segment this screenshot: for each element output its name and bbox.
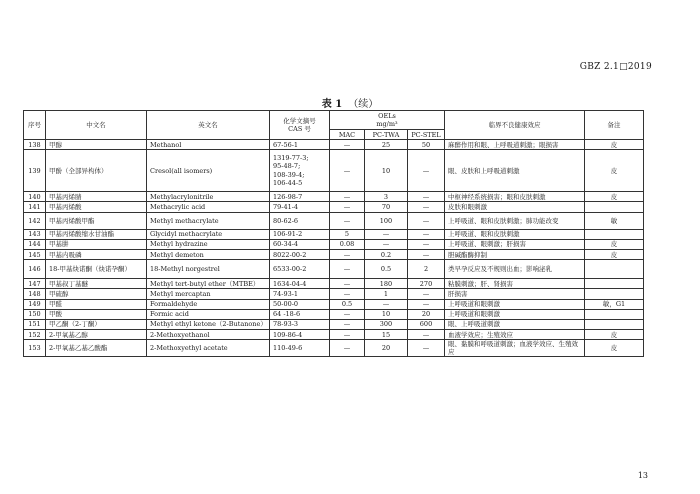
cell-cn-name: 18-甲基炔诺酮（炔诺孕酮） <box>46 260 147 279</box>
cell-effect: 胆碱酯酶抑制 <box>445 249 585 259</box>
table-row <box>24 212 644 229</box>
cell-no: 143 <box>24 229 46 239</box>
cell-mac: — <box>330 340 365 357</box>
cell-remark: 皮 <box>585 330 644 340</box>
cell-pc-stel: — <box>408 192 445 202</box>
cell-effect: 上呼吸道、眼刺激；肝损害 <box>445 239 585 249</box>
table-body <box>24 140 644 357</box>
cell-en-name: Methyl demeton <box>147 249 270 259</box>
col-header-oels-unit: mg/m³ <box>376 120 398 128</box>
cell-remark: 皮 <box>585 192 644 202</box>
col-header-en-name: 英文名 <box>147 111 270 140</box>
cell-effect: 上呼吸道、眼和皮肤刺激；肺功能改变 <box>445 212 585 229</box>
cell-pc-stel: — <box>408 150 445 192</box>
col-header-remark: 备注 <box>585 111 644 140</box>
cell-effect: 麻醉作用和眼、上呼吸道刺激；眼损害 <box>445 140 585 150</box>
cell-pc-stel: — <box>408 299 445 309</box>
cell-effect: 血液学效应；生殖效应 <box>445 330 585 340</box>
table-row <box>24 309 644 319</box>
cell-pc-twa: 180 <box>365 279 408 289</box>
cell-remark: 皮 <box>585 249 644 259</box>
cell-pc-twa: 300 <box>365 319 408 329</box>
cell-remark <box>585 229 644 239</box>
cell-remark: 皮 <box>585 140 644 150</box>
cell-pc-twa: 70 <box>365 202 408 212</box>
cell-cas: 80-62-6 <box>270 212 330 229</box>
cell-en-name: Formic acid <box>147 309 270 319</box>
cell-cas: 126-98-7 <box>270 192 330 202</box>
table-row <box>24 319 644 329</box>
cell-en-name: Methyl tert-butyl ether（MTBE） <box>147 279 270 289</box>
cell-mac: — <box>330 289 365 299</box>
table-row <box>24 299 644 309</box>
cell-cn-name: 甲基丙烯酸 <box>46 202 147 212</box>
col-header-pc-stel: PC-STEL <box>408 130 445 140</box>
cell-mac: — <box>330 319 365 329</box>
cell-en-name: 2-Methoxyethyl acetate <box>147 340 270 357</box>
table-title <box>0 95 700 110</box>
cell-cas: 79-41-4 <box>270 202 330 212</box>
cell-remark: 敏 <box>585 212 644 229</box>
col-header-cas-line1: 化学文摘号 <box>283 116 316 125</box>
cas-line: 106-44-5 <box>273 179 303 188</box>
cell-remark: 皮 <box>585 239 644 249</box>
cell-pc-stel: — <box>408 249 445 259</box>
cell-en-name: Methylacrylonitrile <box>147 192 270 202</box>
cell-cn-name: 甲醇 <box>46 140 147 150</box>
cell-cn-name: 2-甲氧基乙基乙酸酯 <box>46 340 147 357</box>
cell-remark: 皮 <box>585 150 644 192</box>
cell-effect: 上呼吸道、眼和皮肤刺激 <box>445 229 585 239</box>
cell-remark <box>585 309 644 319</box>
oels-table <box>23 110 643 357</box>
table-row <box>24 330 644 340</box>
page-number: 13 <box>637 471 648 480</box>
table-row <box>24 260 644 279</box>
cell-effect: 上呼吸道和眼刺激 <box>445 299 585 309</box>
cell-pc-stel: — <box>408 239 445 249</box>
cell-en-name: Methanol <box>147 140 270 150</box>
table-row <box>24 202 644 212</box>
cell-no: 150 <box>24 309 46 319</box>
cell-pc-stel: 50 <box>408 140 445 150</box>
cell-cas: 67-56-1 <box>270 140 330 150</box>
table-title-suffix: （续） <box>348 99 379 110</box>
cell-no: 148 <box>24 289 46 299</box>
cell-pc-stel: — <box>408 340 445 357</box>
cell-en-name: Methyl mercaptan <box>147 289 270 299</box>
cell-cn-name: 甲基丙烯酸缩水甘油酯 <box>46 229 147 239</box>
cell-cas: 1634-04-4 <box>270 279 330 289</box>
cell-cas: 50-00-0 <box>270 299 330 309</box>
cell-pc-stel: — <box>408 289 445 299</box>
cell-effect: 肝损害 <box>445 289 585 299</box>
table-row <box>24 249 644 259</box>
cell-cas: 60-34-4 <box>270 239 330 249</box>
cell-en-name: Methacrylic acid <box>147 202 270 212</box>
cell-no: 142 <box>24 212 46 229</box>
table-row <box>24 192 644 202</box>
cell-pc-twa: — <box>365 239 408 249</box>
cell-cn-name: 2-甲氧基乙醇 <box>46 330 147 340</box>
cell-mac: — <box>330 140 365 150</box>
cell-pc-twa: — <box>365 229 408 239</box>
cell-mac: 5 <box>330 229 365 239</box>
cell-cas: 110-49-6 <box>270 340 330 357</box>
cell-cn-name: 甲基叔丁基醚 <box>46 279 147 289</box>
cell-en-name: Methyl ethyl ketone（2-Butanone） <box>147 319 270 329</box>
cell-cn-name: 甲乙酮（2-丁酮） <box>46 319 147 329</box>
cell-effect: 粘膜刺激；肝、肾损害 <box>445 279 585 289</box>
cell-pc-twa: 3 <box>365 192 408 202</box>
cell-no: 144 <box>24 239 46 249</box>
cell-no: 153 <box>24 340 46 357</box>
table-row <box>24 279 644 289</box>
col-header-no: 序号 <box>24 111 46 140</box>
cell-pc-stel: 600 <box>408 319 445 329</box>
col-header-oels <box>330 111 445 130</box>
cell-en-name: Glycidyl methacrylate <box>147 229 270 239</box>
col-header-cn-name: 中文名 <box>46 111 147 140</box>
cas-line: 1319-77-3; <box>273 153 309 162</box>
cell-cn-name: 甲醛 <box>46 299 147 309</box>
table-header <box>24 111 644 140</box>
cell-cas: 8022-00-2 <box>270 249 330 259</box>
cell-effect: 皮肤和眼刺激 <box>445 202 585 212</box>
cell-mac: — <box>330 212 365 229</box>
cell-effect: 上呼吸道和眼刺激 <box>445 309 585 319</box>
cell-cn-name: 甲基丙烯酸甲酯 <box>46 212 147 229</box>
cell-cas: 78-93-3 <box>270 319 330 329</box>
cell-cas: 6533-00-2 <box>270 260 330 279</box>
cell-mac: — <box>330 279 365 289</box>
cell-pc-stel: 20 <box>408 309 445 319</box>
cell-pc-stel: — <box>408 202 445 212</box>
cell-no: 139 <box>24 150 46 192</box>
cell-en-name: Methyl methacrylate <box>147 212 270 229</box>
cell-en-name: Methyl hydrazine <box>147 239 270 249</box>
cell-no: 149 <box>24 299 46 309</box>
table-row <box>24 140 644 150</box>
cell-pc-twa: 0.2 <box>365 249 408 259</box>
cell-pc-twa: — <box>365 299 408 309</box>
cell-cn-name: 甲酚（全部异构体） <box>46 150 147 192</box>
table-row <box>24 289 644 299</box>
table-row <box>24 340 644 357</box>
cell-no: 152 <box>24 330 46 340</box>
cell-pc-stel: 270 <box>408 279 445 289</box>
col-header-mac: MAC <box>330 130 365 140</box>
cell-pc-twa: 10 <box>365 150 408 192</box>
cell-remark <box>585 279 644 289</box>
cell-pc-twa: 15 <box>365 330 408 340</box>
cell-mac: — <box>330 202 365 212</box>
cell-pc-twa: 100 <box>365 212 408 229</box>
cell-mac: 0.08 <box>330 239 365 249</box>
cell-mac: — <box>330 150 365 192</box>
cell-effect: 中枢神经系统损害；眼和皮肤刺激 <box>445 192 585 202</box>
col-header-effect: 临界不良健康效应 <box>445 111 585 140</box>
table-row <box>24 150 644 192</box>
cell-cn-name: 甲基丙烯腈 <box>46 192 147 202</box>
cell-pc-twa: 0.5 <box>365 260 408 279</box>
cell-no: 138 <box>24 140 46 150</box>
cell-pc-twa: 20 <box>365 340 408 357</box>
cell-mac: — <box>330 192 365 202</box>
cell-remark <box>585 260 644 279</box>
cell-mac: — <box>330 330 365 340</box>
col-header-cas-line2: CAS 号 <box>288 125 311 133</box>
cell-cas: 74-93-1 <box>270 289 330 299</box>
cell-mac: 0.5 <box>330 299 365 309</box>
table-title-label: 表 1 <box>321 99 343 110</box>
cell-en-name: Formaldehyde <box>147 299 270 309</box>
cell-pc-twa: 10 <box>365 309 408 319</box>
cell-effect: 眼、皮肤和上呼吸道刺激 <box>445 150 585 192</box>
cell-effect: 类早孕反应及不规则出血；影响泌乳 <box>445 260 585 279</box>
cell-remark: 皮 <box>585 340 644 357</box>
cell-pc-stel: — <box>408 330 445 340</box>
col-header-pc-twa: PC-TWA <box>365 130 408 140</box>
cell-no: 141 <box>24 202 46 212</box>
cell-no: 147 <box>24 279 46 289</box>
cell-remark: 敏，G1 <box>585 299 644 309</box>
col-header-cas <box>270 111 330 140</box>
cell-en-name: Cresol(all isomers) <box>147 150 270 192</box>
cell-remark <box>585 289 644 299</box>
cell-remark <box>585 319 644 329</box>
cell-cn-name: 甲酸 <box>46 309 147 319</box>
cell-effect: 眼、上呼吸道刺激 <box>445 319 585 329</box>
cell-no: 140 <box>24 192 46 202</box>
cell-pc-twa: 1 <box>365 289 408 299</box>
cell-no: 145 <box>24 249 46 259</box>
cell-mac: — <box>330 249 365 259</box>
cas-line: 95-48-7; <box>273 162 301 171</box>
table-row <box>24 239 644 249</box>
table-row <box>24 229 644 239</box>
cas-line: 108-39-4; <box>273 170 305 179</box>
col-header-oels-label: OELs <box>378 111 396 120</box>
cell-cn-name: 甲硫醇 <box>46 289 147 299</box>
cell-cas: 64 -18-6 <box>270 309 330 319</box>
cell-en-name: 2-Methoxyethanol <box>147 330 270 340</box>
cell-cas: 109-86-4 <box>270 330 330 340</box>
cell-pc-stel: 2 <box>408 260 445 279</box>
cell-effect: 眼、黏膜和呼吸道刺激；血液学效应、生殖效应 <box>445 340 585 357</box>
cell-mac: — <box>330 309 365 319</box>
cell-no: 146 <box>24 260 46 279</box>
cell-no: 151 <box>24 319 46 329</box>
cell-pc-stel: — <box>408 229 445 239</box>
cell-cas: 106-91-2 <box>270 229 330 239</box>
cell-cas <box>270 150 330 192</box>
cell-mac: — <box>330 260 365 279</box>
cell-pc-twa: 25 <box>365 140 408 150</box>
standard-code: GBZ 2.1□2019 <box>579 62 652 72</box>
cell-remark <box>585 202 644 212</box>
cell-cn-name: 甲基肼 <box>46 239 147 249</box>
cell-pc-stel: — <box>408 212 445 229</box>
cell-cn-name: 甲基内吸磷 <box>46 249 147 259</box>
cell-en-name: 18-Methyl norgestrel <box>147 260 270 279</box>
